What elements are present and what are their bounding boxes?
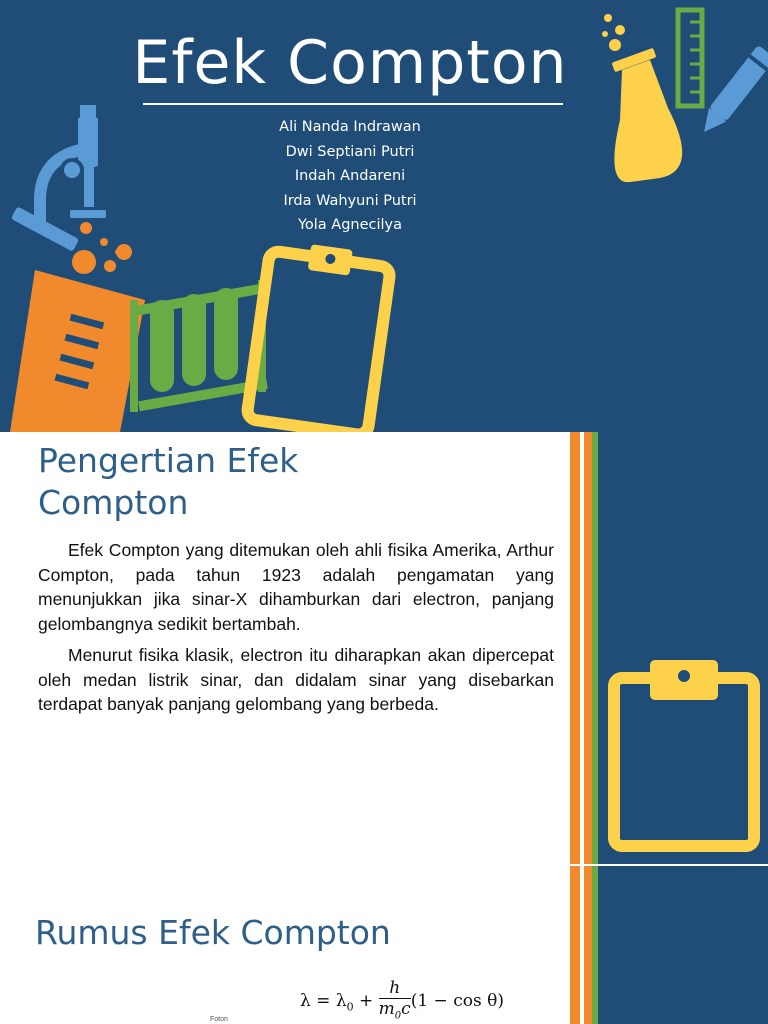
microscope-icon	[11, 105, 121, 255]
denominator-m: m	[378, 999, 395, 1019]
formula-tail: (1 − cos θ)	[410, 991, 504, 1012]
diagram-label: Foton	[210, 1016, 228, 1023]
formula-plus: +	[353, 991, 379, 1012]
slide-divider	[570, 864, 768, 866]
orange-stripe	[584, 432, 592, 1024]
author-name: Ali Nanda Indrawan	[279, 119, 421, 135]
paragraph: Efek Compton yang ditemukan oleh ahli fisika Amerika, Arthur Compton, pada tahun 1923 adalah pengamatan yang menunjukkan jika sinar-X dihamburkan dari electron, panjang gelombangnya sedikit bertambah.	[38, 540, 554, 634]
author-name: Dwi Septiani Putri	[285, 143, 415, 160]
formula-subscript: 0	[346, 1000, 354, 1014]
pencil-icon	[695, 45, 768, 139]
denominator-c: c	[401, 999, 411, 1019]
section-heading: Pengertian Efek Compton	[38, 441, 299, 522]
title-slide	[0, 0, 768, 432]
fraction-numerator: h	[379, 978, 411, 999]
clipboard-icon	[606, 656, 762, 856]
author-name: Yola Agnecilya	[297, 217, 403, 233]
section-heading: Rumus Efek Compton	[35, 913, 391, 952]
denominator-subscript: 0	[394, 1010, 402, 1022]
formula-fraction	[379, 978, 411, 1021]
title-underline	[143, 103, 563, 105]
fraction-denominator	[379, 999, 411, 1021]
formula-lhs: λ = λ	[300, 991, 347, 1012]
paragraph: Menurut fisika klasik, electron itu diharapkan akan dipercepat oleh medan listrik sinar, dan didalam sinar yang disebarkan terdapat banyak panjang gelombang yang berbeda.	[38, 645, 554, 714]
orange-stripe	[570, 432, 580, 1024]
compton-formula	[300, 980, 504, 1023]
green-stripe	[592, 432, 598, 1024]
clipboard-icon	[246, 239, 392, 432]
presentation-title: Efek Compton	[132, 28, 568, 98]
beaker-icon	[10, 244, 145, 432]
author-name: Indah Andareni	[294, 168, 406, 184]
author-name: Irda Wahyuni Putri	[283, 192, 417, 209]
author-list	[245, 115, 455, 238]
body-text	[38, 538, 554, 724]
